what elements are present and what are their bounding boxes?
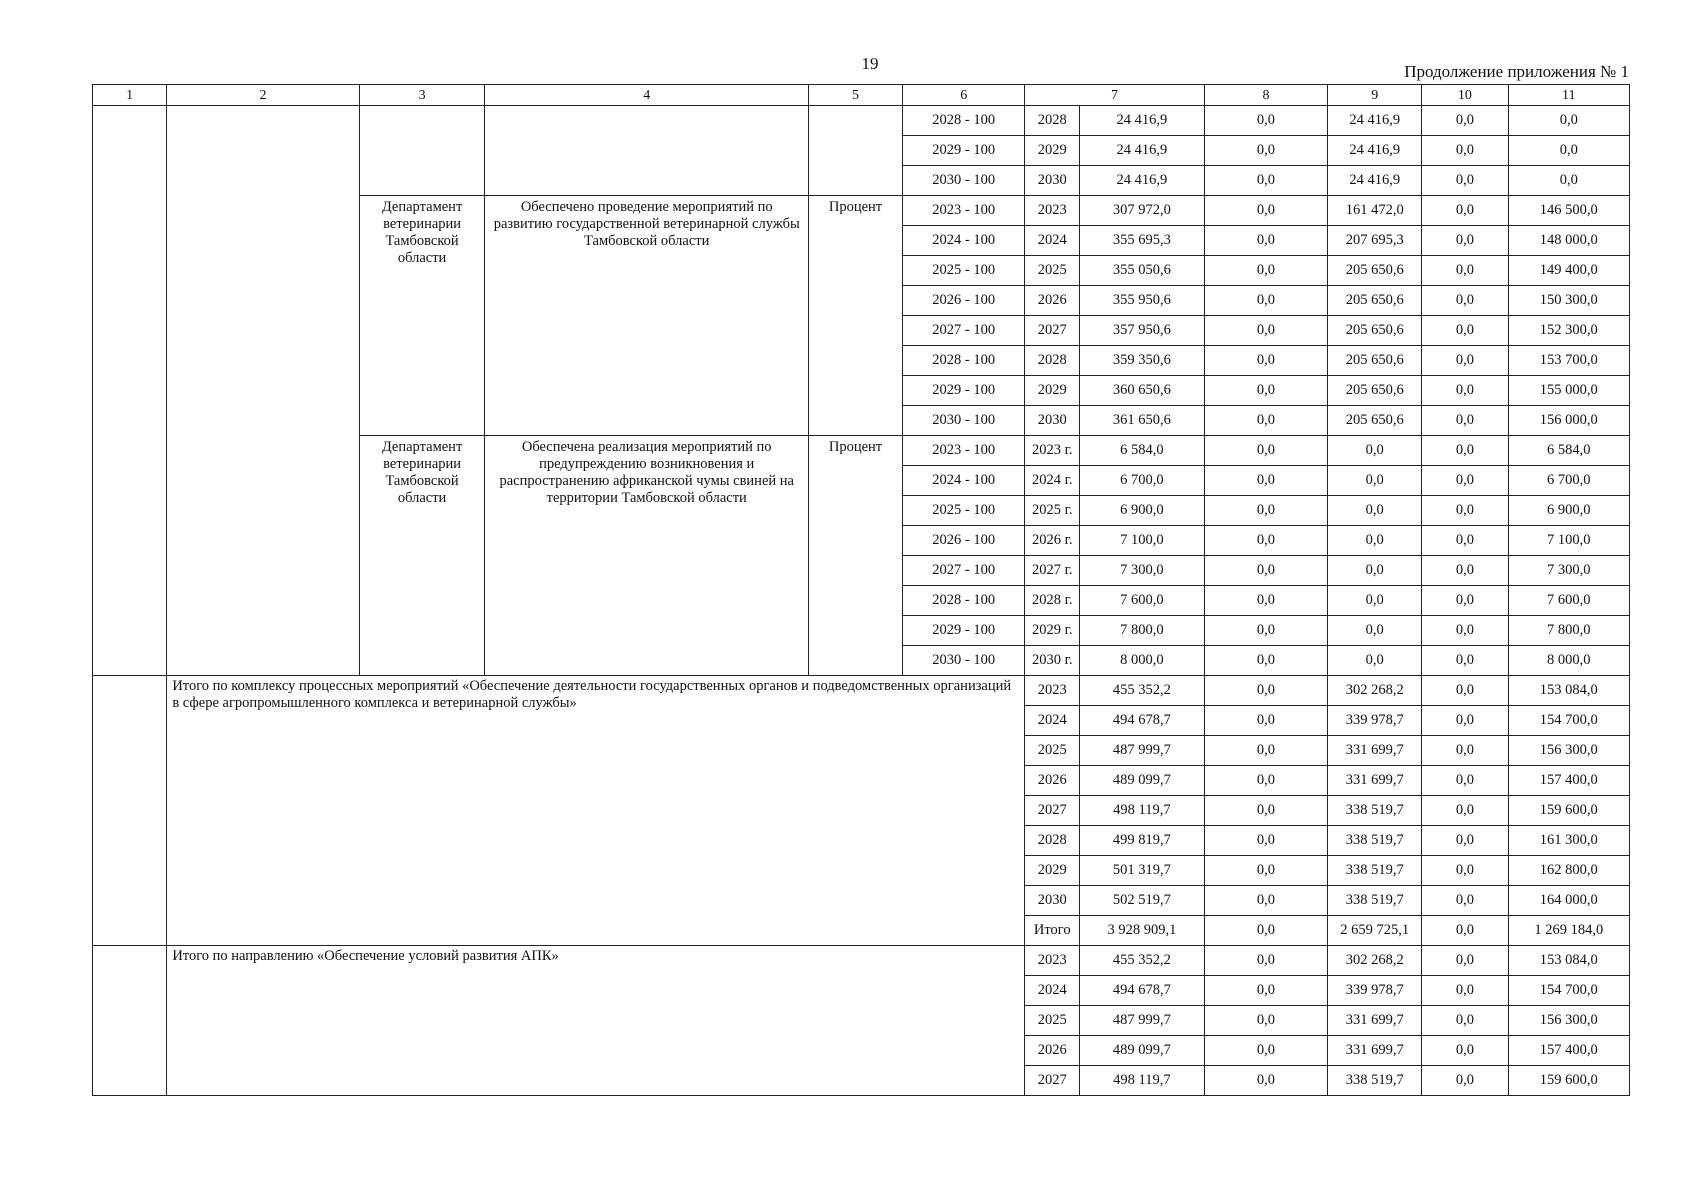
extrabudget-cell: 149 400,0 — [1508, 256, 1629, 286]
local-budget-cell: 0,0 — [1422, 556, 1508, 586]
total-amount-cell: 498 119,7 — [1080, 796, 1205, 826]
total-amount-cell: 7 300,0 — [1080, 556, 1205, 586]
extrabudget-cell: 7 600,0 — [1508, 586, 1629, 616]
local-budget-cell: 0,0 — [1422, 976, 1508, 1006]
result-code-cell: 2028 - 100 — [903, 346, 1025, 376]
year-cell: 2025 — [1025, 1006, 1080, 1036]
year-cell: 2030 г. — [1025, 646, 1080, 676]
year-cell: 2027 — [1025, 796, 1080, 826]
federal-budget-cell: 0,0 — [1204, 436, 1328, 466]
regional-budget-cell: 205 650,6 — [1328, 286, 1422, 316]
year-cell: 2026 — [1025, 766, 1080, 796]
local-budget-cell: 0,0 — [1422, 616, 1508, 646]
regional-budget-cell: 205 650,6 — [1328, 256, 1422, 286]
extrabudget-cell: 1 269 184,0 — [1508, 916, 1629, 946]
year-cell: 2028 г. — [1025, 586, 1080, 616]
regional-budget-cell: 205 650,6 — [1328, 406, 1422, 436]
local-budget-cell: 0,0 — [1422, 886, 1508, 916]
column-header-11: 11 — [1508, 85, 1629, 106]
year-cell: 2023 — [1025, 676, 1080, 706]
regional-budget-cell: 338 519,7 — [1328, 856, 1422, 886]
unit-cell: Процент — [809, 196, 903, 436]
extrabudget-cell: 155 000,0 — [1508, 376, 1629, 406]
result-code-cell: 2030 - 100 — [903, 646, 1025, 676]
year-cell: 2028 — [1025, 826, 1080, 856]
local-budget-cell: 0,0 — [1422, 346, 1508, 376]
local-budget-cell: 0,0 — [1422, 916, 1508, 946]
total-amount-cell: 357 950,6 — [1080, 316, 1205, 346]
column-header-4: 4 — [485, 85, 809, 106]
local-budget-cell: 0,0 — [1422, 796, 1508, 826]
federal-budget-cell: 0,0 — [1204, 796, 1328, 826]
federal-budget-cell: 0,0 — [1204, 316, 1328, 346]
result-code-cell: 2026 - 100 — [903, 526, 1025, 556]
federal-budget-cell: 0,0 — [1204, 526, 1328, 556]
extrabudget-cell: 152 300,0 — [1508, 316, 1629, 346]
federal-budget-cell: 0,0 — [1204, 346, 1328, 376]
year-cell: 2026 г. — [1025, 526, 1080, 556]
federal-budget-cell: 0,0 — [1204, 136, 1328, 166]
total-amount-cell: 487 999,7 — [1080, 736, 1205, 766]
col1-cell — [93, 946, 167, 1096]
year-cell: 2025 — [1025, 736, 1080, 766]
result-code-cell: 2029 - 100 — [903, 376, 1025, 406]
total-amount-cell: 24 416,9 — [1080, 166, 1205, 196]
header-row — [93, 85, 1630, 106]
federal-budget-cell: 0,0 — [1204, 946, 1328, 976]
extrabudget-cell: 164 000,0 — [1508, 886, 1629, 916]
federal-budget-cell: 0,0 — [1204, 556, 1328, 586]
local-budget-cell: 0,0 — [1422, 856, 1508, 886]
result-code-cell: 2029 - 100 — [903, 136, 1025, 166]
federal-budget-cell: 0,0 — [1204, 1006, 1328, 1036]
result-code-cell: 2028 - 100 — [903, 106, 1025, 136]
col1-cell — [93, 676, 167, 946]
result-code-cell: 2023 - 100 — [903, 436, 1025, 466]
result-code-cell: 2028 - 100 — [903, 586, 1025, 616]
extrabudget-cell: 156 300,0 — [1508, 736, 1629, 766]
regional-budget-cell: 339 978,7 — [1328, 976, 1422, 1006]
extrabudget-cell: 0,0 — [1508, 166, 1629, 196]
total-amount-cell: 494 678,7 — [1080, 706, 1205, 736]
regional-budget-cell: 205 650,6 — [1328, 376, 1422, 406]
year-cell: 2029 — [1025, 136, 1080, 166]
extrabudget-cell: 162 800,0 — [1508, 856, 1629, 886]
extrabudget-cell: 8 000,0 — [1508, 646, 1629, 676]
federal-budget-cell: 0,0 — [1204, 166, 1328, 196]
year-cell: 2027 — [1025, 316, 1080, 346]
year-cell: 2028 — [1025, 106, 1080, 136]
extrabudget-cell: 156 000,0 — [1508, 406, 1629, 436]
total-amount-cell: 489 099,7 — [1080, 1036, 1205, 1066]
total-amount-cell: 7 600,0 — [1080, 586, 1205, 616]
federal-budget-cell: 0,0 — [1204, 916, 1328, 946]
total-amount-cell: 6 700,0 — [1080, 466, 1205, 496]
regional-budget-cell: 338 519,7 — [1328, 1066, 1422, 1096]
federal-budget-cell: 0,0 — [1204, 616, 1328, 646]
total-amount-cell: 489 099,7 — [1080, 766, 1205, 796]
total-amount-cell: 355 950,6 — [1080, 286, 1205, 316]
result-code-cell: 2027 - 100 — [903, 316, 1025, 346]
result-code-cell: 2023 - 100 — [903, 196, 1025, 226]
local-budget-cell: 0,0 — [1422, 406, 1508, 436]
extrabudget-cell: 6 900,0 — [1508, 496, 1629, 526]
local-budget-cell: 0,0 — [1422, 316, 1508, 346]
total-amount-cell: 24 416,9 — [1080, 136, 1205, 166]
regional-budget-cell: 0,0 — [1328, 526, 1422, 556]
extrabudget-cell: 153 084,0 — [1508, 946, 1629, 976]
year-cell: Итого — [1025, 916, 1080, 946]
result-code-cell: 2024 - 100 — [903, 466, 1025, 496]
regional-budget-cell: 24 416,9 — [1328, 166, 1422, 196]
total-amount-cell: 502 519,7 — [1080, 886, 1205, 916]
year-cell: 2024 г. — [1025, 466, 1080, 496]
local-budget-cell: 0,0 — [1422, 286, 1508, 316]
extrabudget-cell: 159 600,0 — [1508, 1066, 1629, 1096]
local-budget-cell: 0,0 — [1422, 826, 1508, 856]
regional-budget-cell: 302 268,2 — [1328, 676, 1422, 706]
result-code-cell: 2025 - 100 — [903, 256, 1025, 286]
federal-budget-cell: 0,0 — [1204, 586, 1328, 616]
total-label: Итого по направлению «Обеспечение условий развития АПК» — [167, 946, 1025, 1096]
total-amount-cell: 7 100,0 — [1080, 526, 1205, 556]
column-header-7: 7 — [1025, 85, 1204, 106]
total-row — [93, 946, 1630, 976]
year-cell: 2024 — [1025, 706, 1080, 736]
extrabudget-cell: 153 700,0 — [1508, 346, 1629, 376]
extrabudget-cell: 161 300,0 — [1508, 826, 1629, 856]
local-budget-cell: 0,0 — [1422, 736, 1508, 766]
column-header-6: 6 — [903, 85, 1025, 106]
local-budget-cell: 0,0 — [1422, 946, 1508, 976]
year-cell: 2026 — [1025, 286, 1080, 316]
result-cell — [485, 106, 809, 196]
local-budget-cell: 0,0 — [1422, 466, 1508, 496]
year-cell: 2023 — [1025, 196, 1080, 226]
regional-budget-cell: 0,0 — [1328, 556, 1422, 586]
regional-budget-cell: 0,0 — [1328, 496, 1422, 526]
unit-cell: Процент — [809, 436, 903, 676]
federal-budget-cell: 0,0 — [1204, 736, 1328, 766]
total-amount-cell: 355 050,6 — [1080, 256, 1205, 286]
year-cell: 2030 — [1025, 886, 1080, 916]
local-budget-cell: 0,0 — [1422, 706, 1508, 736]
regional-budget-cell: 339 978,7 — [1328, 706, 1422, 736]
extrabudget-cell: 157 400,0 — [1508, 766, 1629, 796]
total-amount-cell: 498 119,7 — [1080, 1066, 1205, 1096]
extrabudget-cell: 148 000,0 — [1508, 226, 1629, 256]
total-label: Итого по комплексу процессных мероприятий «Обеспечение деятельности государственных органов и подведомственных организаций в сфере агропромышленного комплекса и ветеринарной службы» — [167, 676, 1025, 946]
regional-budget-cell: 205 650,6 — [1328, 316, 1422, 346]
total-amount-cell: 360 650,6 — [1080, 376, 1205, 406]
total-amount-cell: 455 352,2 — [1080, 676, 1205, 706]
total-amount-cell: 3 928 909,1 — [1080, 916, 1205, 946]
federal-budget-cell: 0,0 — [1204, 676, 1328, 706]
federal-budget-cell: 0,0 — [1204, 886, 1328, 916]
regional-budget-cell: 338 519,7 — [1328, 886, 1422, 916]
extrabudget-cell: 6 584,0 — [1508, 436, 1629, 466]
extrabudget-cell: 0,0 — [1508, 136, 1629, 166]
year-cell: 2029 — [1025, 376, 1080, 406]
result-code-cell: 2024 - 100 — [903, 226, 1025, 256]
column-header-5: 5 — [809, 85, 903, 106]
total-amount-cell: 359 350,6 — [1080, 346, 1205, 376]
year-cell: 2029 г. — [1025, 616, 1080, 646]
local-budget-cell: 0,0 — [1422, 166, 1508, 196]
total-amount-cell: 455 352,2 — [1080, 946, 1205, 976]
extrabudget-cell: 154 700,0 — [1508, 976, 1629, 1006]
extrabudget-cell: 7 800,0 — [1508, 616, 1629, 646]
regional-budget-cell: 338 519,7 — [1328, 796, 1422, 826]
local-budget-cell: 0,0 — [1422, 1036, 1508, 1066]
total-amount-cell: 6 900,0 — [1080, 496, 1205, 526]
year-cell: 2030 — [1025, 166, 1080, 196]
regional-budget-cell: 0,0 — [1328, 586, 1422, 616]
local-budget-cell: 0,0 — [1422, 436, 1508, 466]
local-budget-cell: 0,0 — [1422, 646, 1508, 676]
column-header-2: 2 — [167, 85, 359, 106]
total-amount-cell: 307 972,0 — [1080, 196, 1205, 226]
total-amount-cell: 499 819,7 — [1080, 826, 1205, 856]
federal-budget-cell: 0,0 — [1204, 196, 1328, 226]
year-cell: 2025 г. — [1025, 496, 1080, 526]
column-header-1: 1 — [93, 85, 167, 106]
regional-budget-cell: 0,0 — [1328, 616, 1422, 646]
result-code-cell: 2029 - 100 — [903, 616, 1025, 646]
extrabudget-cell: 7 100,0 — [1508, 526, 1629, 556]
federal-budget-cell: 0,0 — [1204, 1066, 1328, 1096]
local-budget-cell: 0,0 — [1422, 256, 1508, 286]
col1-cell — [93, 106, 167, 676]
responsible-cell: Департамент ветеринарии Тамбовской области — [359, 436, 485, 676]
extrabudget-cell: 154 700,0 — [1508, 706, 1629, 736]
extrabudget-cell: 159 600,0 — [1508, 796, 1629, 826]
total-amount-cell: 494 678,7 — [1080, 976, 1205, 1006]
federal-budget-cell: 0,0 — [1204, 376, 1328, 406]
regional-budget-cell: 331 699,7 — [1328, 766, 1422, 796]
column-header-3: 3 — [359, 85, 485, 106]
total-amount-cell: 7 800,0 — [1080, 616, 1205, 646]
result-code-cell: 2025 - 100 — [903, 496, 1025, 526]
federal-budget-cell: 0,0 — [1204, 646, 1328, 676]
federal-budget-cell: 0,0 — [1204, 226, 1328, 256]
total-amount-cell: 501 319,7 — [1080, 856, 1205, 886]
regional-budget-cell: 207 695,3 — [1328, 226, 1422, 256]
federal-budget-cell: 0,0 — [1204, 706, 1328, 736]
budget-table — [92, 84, 1630, 1096]
federal-budget-cell: 0,0 — [1204, 466, 1328, 496]
result-cell: Обеспечена реализация мероприятий по предупреждению возникновения и распространению африканской чумы свиней на территории Тамбовской области — [485, 436, 809, 676]
year-cell: 2024 — [1025, 976, 1080, 1006]
regional-budget-cell: 302 268,2 — [1328, 946, 1422, 976]
local-budget-cell: 0,0 — [1422, 766, 1508, 796]
federal-budget-cell: 0,0 — [1204, 286, 1328, 316]
local-budget-cell: 0,0 — [1422, 226, 1508, 256]
unit-cell — [809, 106, 903, 196]
result-code-cell: 2026 - 100 — [903, 286, 1025, 316]
extrabudget-cell: 6 700,0 — [1508, 466, 1629, 496]
local-budget-cell: 0,0 — [1422, 196, 1508, 226]
extrabudget-cell: 156 300,0 — [1508, 1006, 1629, 1036]
local-budget-cell: 0,0 — [1422, 1066, 1508, 1096]
regional-budget-cell: 331 699,7 — [1328, 1036, 1422, 1066]
result-code-cell: 2030 - 100 — [903, 166, 1025, 196]
federal-budget-cell: 0,0 — [1204, 976, 1328, 1006]
total-amount-cell: 487 999,7 — [1080, 1006, 1205, 1036]
column-header-10: 10 — [1422, 85, 1508, 106]
local-budget-cell: 0,0 — [1422, 586, 1508, 616]
federal-budget-cell: 0,0 — [1204, 856, 1328, 886]
federal-budget-cell: 0,0 — [1204, 406, 1328, 436]
extrabudget-cell: 150 300,0 — [1508, 286, 1629, 316]
responsible-cell — [359, 106, 485, 196]
column-header-9: 9 — [1328, 85, 1422, 106]
responsible-cell: Департамент ветеринарии Тамбовской области — [359, 196, 485, 436]
regional-budget-cell: 24 416,9 — [1328, 106, 1422, 136]
regional-budget-cell: 24 416,9 — [1328, 136, 1422, 166]
page-number: 19 — [861, 54, 879, 73]
year-cell: 2027 — [1025, 1066, 1080, 1096]
local-budget-cell: 0,0 — [1422, 496, 1508, 526]
total-amount-cell: 355 695,3 — [1080, 226, 1205, 256]
regional-budget-cell: 338 519,7 — [1328, 826, 1422, 856]
local-budget-cell: 0,0 — [1422, 676, 1508, 706]
extrabudget-cell: 153 084,0 — [1508, 676, 1629, 706]
federal-budget-cell: 0,0 — [1204, 766, 1328, 796]
total-amount-cell: 24 416,9 — [1080, 106, 1205, 136]
total-amount-cell: 361 650,6 — [1080, 406, 1205, 436]
federal-budget-cell: 0,0 — [1204, 1036, 1328, 1066]
year-cell: 2023 — [1025, 946, 1080, 976]
total-row — [93, 676, 1630, 706]
regional-budget-cell: 161 472,0 — [1328, 196, 1422, 226]
regional-budget-cell: 331 699,7 — [1328, 736, 1422, 766]
year-cell: 2025 — [1025, 256, 1080, 286]
result-code-cell: 2030 - 100 — [903, 406, 1025, 436]
result-code-cell: 2027 - 100 — [903, 556, 1025, 586]
year-cell: 2028 — [1025, 346, 1080, 376]
federal-budget-cell: 0,0 — [1204, 256, 1328, 286]
local-budget-cell: 0,0 — [1422, 136, 1508, 166]
total-amount-cell: 6 584,0 — [1080, 436, 1205, 466]
regional-budget-cell: 2 659 725,1 — [1328, 916, 1422, 946]
extrabudget-cell: 0,0 — [1508, 106, 1629, 136]
year-cell: 2024 — [1025, 226, 1080, 256]
local-budget-cell: 0,0 — [1422, 1006, 1508, 1036]
table-row — [93, 106, 1630, 136]
year-cell: 2023 г. — [1025, 436, 1080, 466]
extrabudget-cell: 146 500,0 — [1508, 196, 1629, 226]
regional-budget-cell: 0,0 — [1328, 466, 1422, 496]
continuation-label: Продолжение приложения № 1 — [1404, 62, 1629, 81]
year-cell: 2030 — [1025, 406, 1080, 436]
federal-budget-cell: 0,0 — [1204, 106, 1328, 136]
year-cell: 2029 — [1025, 856, 1080, 886]
column-header-8: 8 — [1204, 85, 1328, 106]
col2-cell — [167, 106, 359, 676]
extrabudget-cell: 7 300,0 — [1508, 556, 1629, 586]
federal-budget-cell: 0,0 — [1204, 496, 1328, 526]
extrabudget-cell: 157 400,0 — [1508, 1036, 1629, 1066]
regional-budget-cell: 205 650,6 — [1328, 346, 1422, 376]
total-amount-cell: 8 000,0 — [1080, 646, 1205, 676]
regional-budget-cell: 0,0 — [1328, 436, 1422, 466]
regional-budget-cell: 331 699,7 — [1328, 1006, 1422, 1036]
year-cell: 2027 г. — [1025, 556, 1080, 586]
result-cell: Обеспечено проведение мероприятий по развитию государственной ветеринарной службы Тамбовской области — [485, 196, 809, 436]
local-budget-cell: 0,0 — [1422, 376, 1508, 406]
federal-budget-cell: 0,0 — [1204, 826, 1328, 856]
local-budget-cell: 0,0 — [1422, 106, 1508, 136]
local-budget-cell: 0,0 — [1422, 526, 1508, 556]
year-cell: 2026 — [1025, 1036, 1080, 1066]
regional-budget-cell: 0,0 — [1328, 646, 1422, 676]
